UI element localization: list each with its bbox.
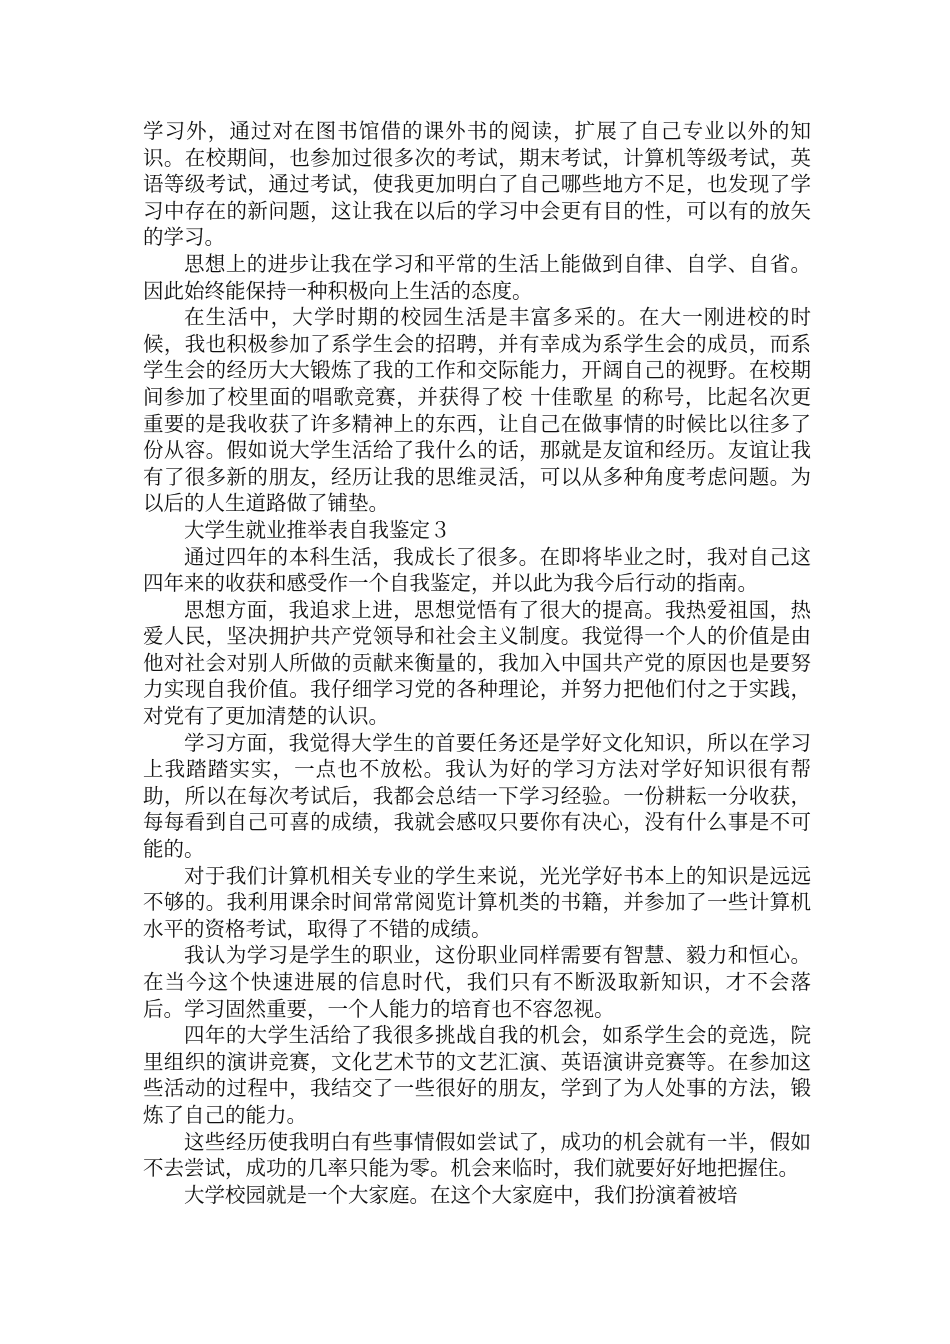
paragraph: 思想方面，我追求上进，思想觉悟有了很大的提高。我热爱祖国，热爱人民，坚决拥护共产党领导和社会主义制度。我觉得一个人的价值是由他对社会对别人所做的贡献来衡量的，我加入中国共产党的原因也是要努力实现自我价值。我仔细学习党的各种理论，并努力把他们付之于实践，对党有了更加清楚的认识。 (143, 597, 811, 729)
paragraph: 思想上的进步让我在学习和平常的生活上能做到自律、自学、自省。因此始终能保持一种积极向上生活的态度。 (143, 251, 811, 303)
document-page (143, 118, 811, 1208)
paragraph-continuation: 学习外，通过对在图书馆借的课外书的阅读，扩展了自己专业以外的知识。在校期间，也参加过很多次的考试，期末考试，计算机等级考试，英语等级考试，通过考试，使我更加明白了自己哪些地方不足，也发现了学习中存在的新问题，这让我在以后的学习中会更有目的性，可以有的放矢的学习。 (143, 119, 811, 250)
section-heading: 大学生就业推举表自我鉴定３ (184, 517, 451, 542)
paragraph: 对于我们计算机相关专业的学生来说，光光学好书本上的知识是远远不够的。我利用课余时间常常阅览计算机类的书籍，并参加了一些计算机水平的资格考试，取得了不错的成绩。 (143, 863, 811, 941)
paragraph: 四年的大学生活给了我很多挑战自我的机会，如系学生会的竞选，院里组织的演讲竞赛，文化艺术节的文艺汇演、英语演讲竞赛等。在参加这些活动的过程中，我结交了一些很好的朋友，学到了为人处事的方法，锻炼了自己的能力。 (143, 1023, 811, 1127)
paragraph: 这些经历使我明白有些事情假如尝试了，成功的机会就有一半，假如不去尝试，成功的几率只能为零。机会来临时，我们就要好好地把握住。 (143, 1129, 811, 1181)
paragraph: 通过四年的本科生活，我成长了很多。在即将毕业之时，我对自己这四年来的收获和感受作一个自我鉴定，并以此为我今后行动的指南。 (143, 544, 811, 596)
paragraph: 学习方面，我觉得大学生的首要任务还是学好文化知识，所以在学习上我踏踏实实，一点也不放松。我认为好的学习方法对学好知识很有帮助，所以在每次考试后，我都会总结一下学习经验。一份耕耘一分收获，每每看到自己可喜的成绩，我就会感叹只要你有决心，没有什么事是不可能的。 (143, 730, 811, 862)
paragraph: 我认为学习是学生的职业，这份职业同样需要有智慧、毅力和恒心。在当今这个快速进展的信息时代，我们只有不断汲取新知识，才不会落后。学习固然重要，一个人能力的培育也不容忽视。 (143, 943, 811, 1021)
paragraph: 在生活中，大学时期的校园生活是丰富多采的。在大一刚进校的时候，我也积极参加了系学生会的招聘，并有幸成为系学生会的成员，而系学生会的经历大大锻炼了我的工作和交际能力，开阔自己的视野。在校期间参加了校里面的唱歌竞赛，并获得了校 十佳歌星 的称号，比起名次更重要的是我收获了许多精神上的东西，让自己在做事情的时候比以往多了份从容。假如说大学生活给了我什么的话，那就是友谊和经历。友谊让我有了很多新的朋友，经历让我的思维灵活，可以从多种角度考虑问题。为以后的人生道路做了铺垫。 (143, 305, 811, 516)
paragraph: 大学校园就是一个大家庭。在这个大家庭中，我们扮演着被培 (184, 1182, 738, 1207)
